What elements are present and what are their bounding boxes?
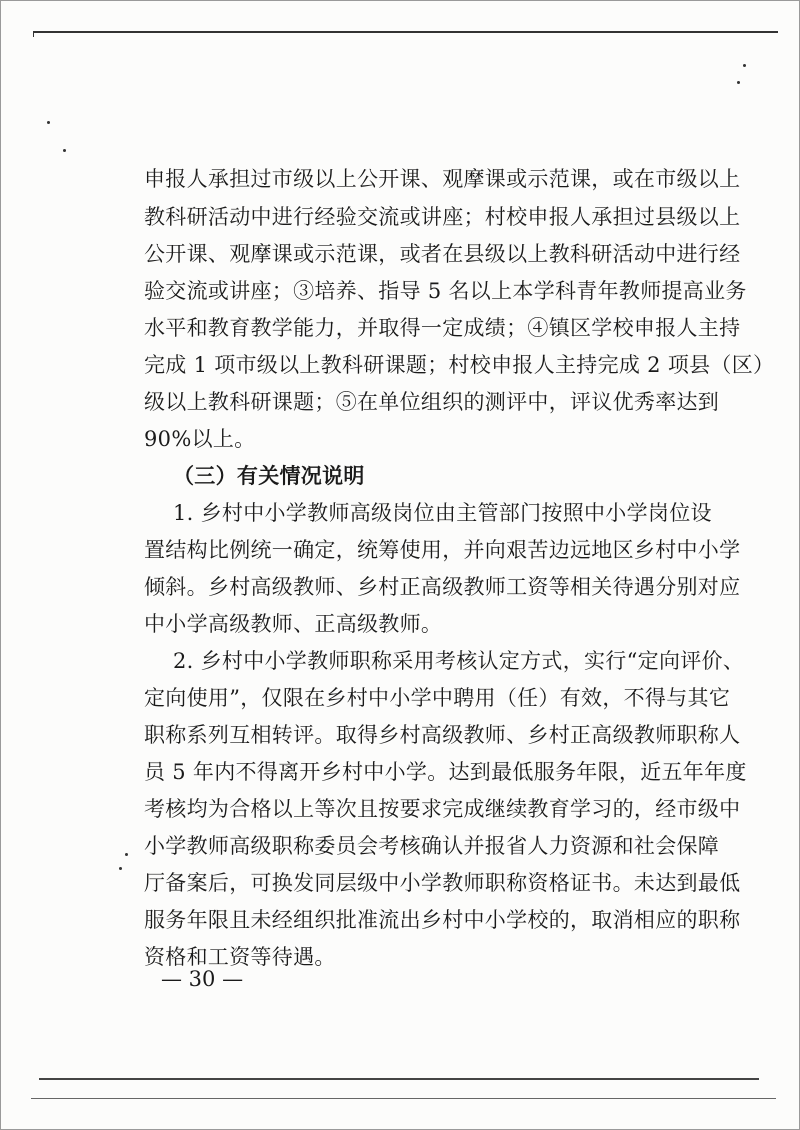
paragraph-line: 90%以上。 [144,427,256,451]
paragraph-line: 考核均为合格以上等次且按要求完成继续教育学习的，经市级中 [144,797,741,821]
page-number: — 30 — [161,967,244,991]
bottom-rule [39,1078,759,1080]
paragraph-line: 倾斜。乡村高级教师、乡村正高级教师工资等相关待遇分别对应 [144,575,741,599]
paragraph-line: 置结构比例统一确定，统筹使用，并向艰苦边远地区乡村中小学 [144,538,741,562]
paragraph-line: 级以上教科研课题；⑤在单位组织的测评中，评议优秀率达到 [144,390,720,414]
paragraph-line: 申报人承担过市级以上公开课、观摩课或示范课，或在市级以上 [144,167,741,191]
section-heading: （三）有关情况说明 [173,463,365,488]
paragraph-line: 教科研活动中进行经验交流或讲座；村校申报人承担过县级以上 [144,205,741,229]
paragraph-line: 厅备案后，可换发同层级中小学教师职称资格证书。未达到最低 [144,871,741,895]
paragraph-line: 1. 乡村中小学教师高级岗位由主管部门按照中小学岗位设 [173,501,712,525]
left-corner-mark [33,31,34,37]
paragraph-line: 服务年限且未经组织批准流出乡村中小学校的，取消相应的职称 [144,908,741,932]
top-border-rule [33,31,778,33]
paragraph-line: 中小学高级教师、正高级教师。 [144,612,443,636]
paragraph-line: 资格和工资等待遇。 [144,945,336,969]
scan-speck [125,853,128,856]
paragraph-line: 员 5 年内不得离开乡村中小学。达到最低服务年限，近五年年度 [144,760,747,784]
paragraph-line: 2. 乡村中小学教师职称采用考核认定方式，实行“定向评价、 [173,649,745,673]
scan-speck [63,149,66,152]
scan-speck [743,64,746,67]
paragraph-line: 职称系列互相转评。取得乡村高级教师、乡村正高级教师职称人 [144,723,741,747]
paragraph-line: 公开课、观摩课或示范课，或者在县级以上教科研活动中进行经 [144,242,741,266]
scan-speck [737,81,740,84]
paragraph-line: 完成 1 项市级以上教科研课题；村校申报人主持完成 2 项县（区） [144,353,775,377]
paragraph-line: 小学教师高级职称委员会考核确认并报省人力资源和社会保障 [144,834,720,858]
paragraph-line: 定向使用”，仅限在乡村中小学中聘用（任）有效，不得与其它 [144,686,731,710]
bottom-rule-thin [31,1098,776,1099]
scan-speck [47,121,50,124]
paragraph-line: 验交流或讲座；③培养、指导 5 名以上本学科青年教师提高业务 [144,279,747,303]
scan-speck [119,867,122,870]
paragraph-line: 水平和教育教学能力，并取得一定成绩；④镇区学校申报人主持 [144,316,741,340]
